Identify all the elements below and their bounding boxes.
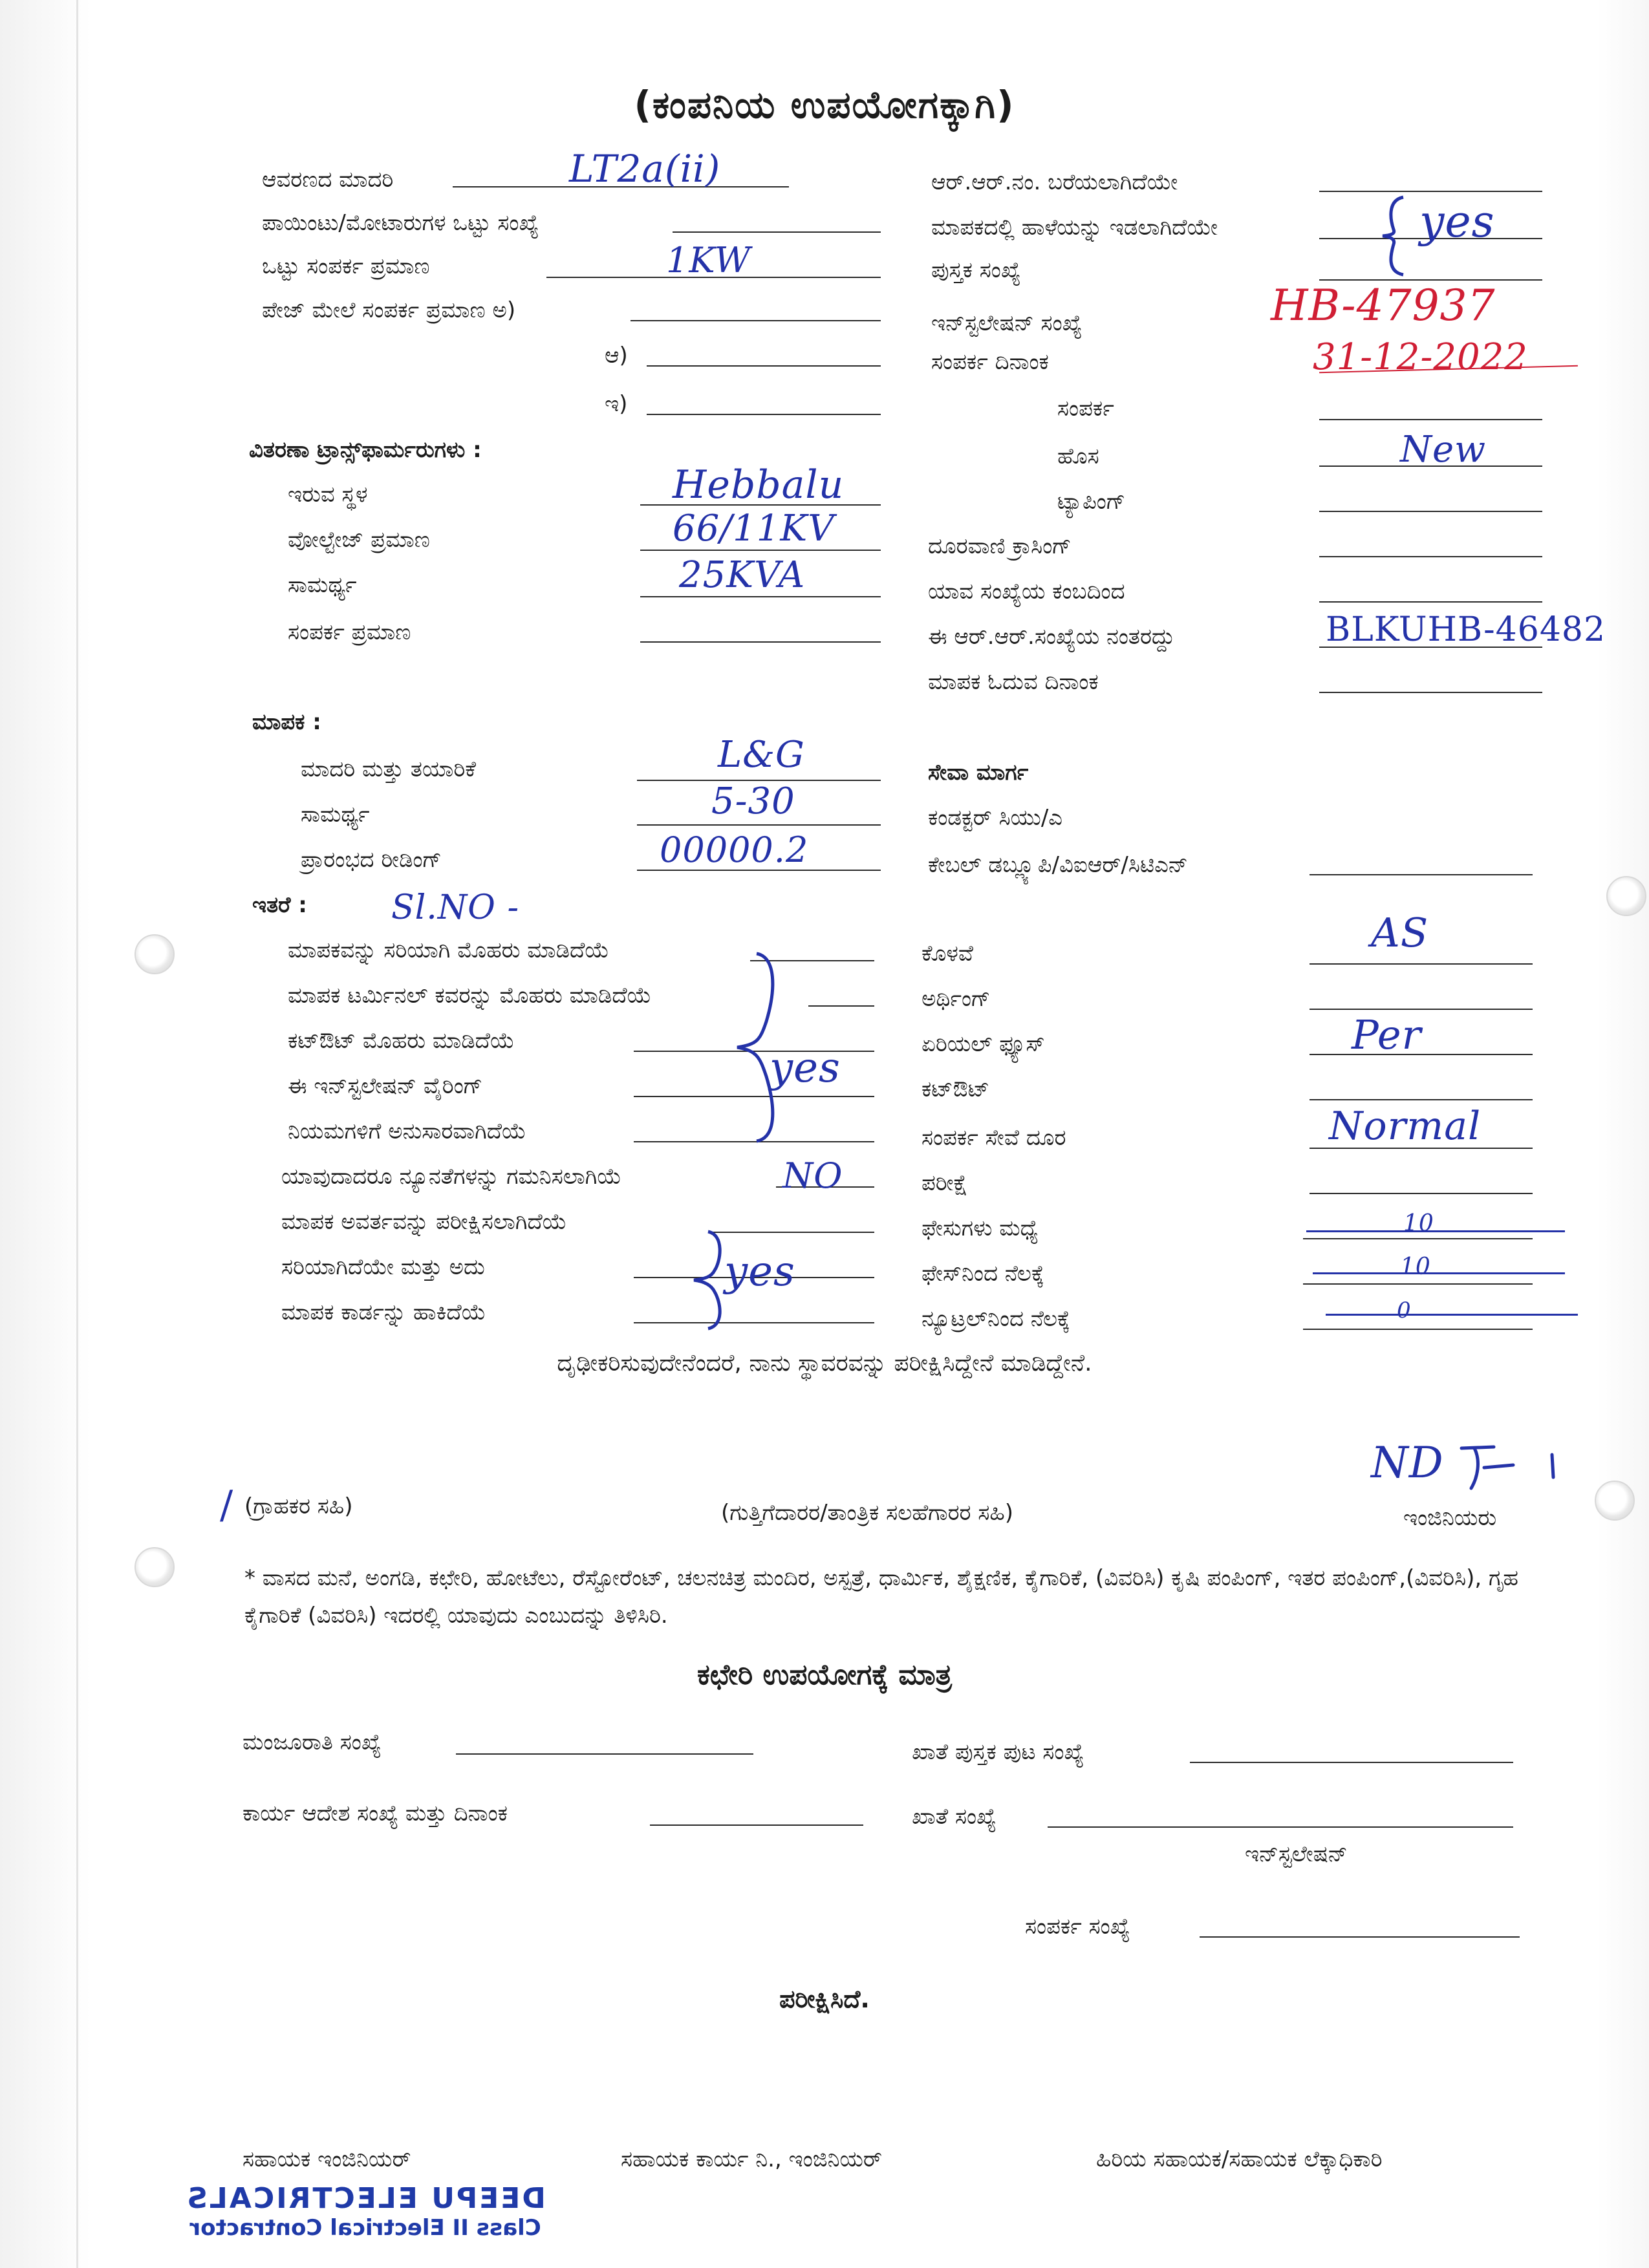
cutout-label: ಕಟ್‌ಔಟ್ <box>921 1076 990 1102</box>
others-yes-1: yes <box>770 1044 841 1092</box>
others-line-2 <box>808 1005 874 1007</box>
others-item-wiring: ಈ ಇನ್‌ಸ್ಟಲೇಷನ್ ವೈರಿಂಗ್ <box>288 1073 483 1099</box>
phase-load-b-line <box>647 365 881 367</box>
brace-icon <box>1377 194 1410 278</box>
meter-capacity-line <box>637 824 881 826</box>
after-rr-value: BLKUHB-46482 <box>1326 610 1606 649</box>
meter-reading-date-label: ಮಾಪಕ ಓದುವ ದಿನಾಂಕ <box>928 669 1099 695</box>
phase-to-earth-ink-line <box>1313 1272 1565 1274</box>
meter-capacity-label: ಸಾಮರ್ಥ್ಯ <box>301 802 370 828</box>
connection-date-label: ಸಂಪರ್ಕ ದಿನಾಂಕ <box>931 349 1049 375</box>
asst-exec-engineer-label: ಸಹಾಯಕ ಕಾರ್ಯ ನಿ., ಇಂಜಿನಿಯರ್ <box>621 2146 882 2172</box>
neutral-to-earth-ink-line <box>1326 1314 1578 1316</box>
others-sl-no: Sl.NO - <box>391 888 520 927</box>
sheet-in-meter-label: ಮಾಪಕದಲ್ಲಿ ಹಾಳೆಯನ್ನು ಇಡಲಾಗಿದೆಯೇ <box>931 215 1218 241</box>
others-item-meter-card: ಮಾಪಕ ಕಾರ್ಡನ್ನು ಹಾಕಿದೆಯೆ <box>281 1300 486 1325</box>
certification-text: ದೃಢೀಕರಿಸುವುದೇನೆಂದರೆ, ನಾನು ಸ್ಥಾವರವನ್ನು ಪರೀಕ್ಷಿಸಿದ್ದೇನೆ ಮಾಡಿದ್ದೇನೆ. <box>557 1350 1092 1376</box>
others-yes-2: yes <box>724 1248 795 1296</box>
phase-to-earth-line <box>1303 1283 1533 1285</box>
others-line-7 <box>711 1232 874 1233</box>
connection-number-line <box>1200 1936 1520 1938</box>
test-line <box>1310 1193 1533 1194</box>
phase-load-c-line <box>647 414 881 415</box>
punch-hole-left-lower <box>135 1547 175 1587</box>
engineer-signature-icon <box>1455 1442 1571 1493</box>
others-item-as-per-rules: ನಿಯಮಗಳಿಗೆ ಅನುಸಾರವಾಗಿದೆಯೆ <box>288 1118 526 1144</box>
meter-make-value: L&G <box>718 734 805 776</box>
meter-reading-date-line <box>1319 692 1542 693</box>
others-item-defects-noted: ಯಾವುದಾದರೂ ನ್ಯೂನತೆಗಳನ್ನು ಗಮನಿಸಲಾಗಿಯೆ <box>281 1164 622 1190</box>
transformer-load-line <box>640 641 881 643</box>
others-line-9 <box>634 1322 874 1323</box>
between-phases-line <box>1303 1238 1533 1239</box>
phone-crossing-line <box>1319 556 1542 557</box>
between-phases-value: 10 <box>1403 1210 1434 1237</box>
pipe-label: ಕೊಳವೆ <box>921 941 974 967</box>
stamp-line-2: Class II Electrical Contractor <box>189 2215 541 2241</box>
pipe-value: AS <box>1371 909 1429 956</box>
others-item-meter-sealed: ಮಾಪಕವನ್ನು ಸರಿಯಾಗಿ ಮೊಹರು ಮಾಡಿದೆಯೆ <box>288 937 610 963</box>
meter-make-label: ಮಾದರಿ ಮತ್ತು ತಯಾರಿಕೆ <box>301 756 476 782</box>
others-no: NO <box>782 1155 843 1196</box>
page-edge-shadow <box>76 0 78 2268</box>
transformer-voltage-value: 66/11KV <box>673 508 835 550</box>
pipe-line <box>1310 963 1533 965</box>
connection-label: ಸಂಪರ್ಕ <box>1057 396 1114 422</box>
earthing-label: ಅರ್ಥಿಂಗ್ <box>921 986 991 1012</box>
account-number-line <box>1048 1826 1513 1828</box>
contractor-stamp <box>146 2182 585 2241</box>
between-phases-ink-line <box>1306 1230 1565 1232</box>
cable-line <box>1310 874 1533 875</box>
installation-label: ಇನ್‌ಸ್ಟಲೇಷನ್ <box>1245 1841 1348 1867</box>
phase-load-a-label: ಪೇಜ್ ಮೇಲೆ ಸಂಪರ್ಕ ಪ್ರಮಾಣ ಅ) <box>262 297 516 323</box>
checked-label: ಪರೀಕ್ಷಿಸಿದೆ. <box>779 1985 870 2013</box>
connection-date-value: 31-12-2022 <box>1313 336 1528 378</box>
neutral-to-earth-line <box>1303 1329 1533 1330</box>
installation-number-value: HB-47937 <box>1271 281 1496 330</box>
stamp-line-1: DEEPU ELECTRICALS <box>185 2182 546 2215</box>
meter-initial-reading-value: 00000.2 <box>660 829 809 870</box>
phase-load-b-label: ಆ) <box>605 343 628 369</box>
phase-to-earth-value: 10 <box>1400 1254 1431 1280</box>
customer-signature-mark: / <box>220 1482 234 1528</box>
sheet-in-meter-value: yes <box>1419 197 1495 248</box>
phase-to-earth-label: ಫೇಸ್‌ನಿಂದ ನೆಲಕ್ಕೆ <box>921 1261 1044 1287</box>
asst-engineer-label: ಸಹಾಯಕ ಇಂಜಿನಿಯರ್ <box>242 2146 411 2172</box>
senior-asst-label: ಹಿರಿಯ ಸಹಾಯಕ/ಸಹಾಯಕ ಲೆಕ್ಕಾಧಿಕಾರಿ <box>1096 2146 1383 2172</box>
total-points-line <box>673 231 881 233</box>
transformer-capacity-label: ಸಾಮರ್ಥ್ಯ <box>288 572 357 598</box>
contractor-signature-label: (ಗುತ್ತಿಗೆದಾರರ/ತಾಂತ್ರಿಕ ಸಲಹೆಗಾರರ ಸಹಿ) <box>721 1500 1014 1526</box>
transformer-location-value: Hebbalu <box>673 462 845 508</box>
meter-heading: ಮಾಪಕ : <box>252 709 321 735</box>
phase-load-a-line <box>630 320 881 321</box>
ledger-page-number-label: ಖಾತೆ ಪುಸ್ತಕ ಪುಟ ಸಂಖ್ಯೆ <box>912 1739 1084 1765</box>
installation-number-label: ಇನ್‌ಸ್ಟಲೇಷನ್ ಸಂಖ್ಯೆ <box>931 310 1083 336</box>
after-rr-label: ಈ ಆರ್.ಆರ್.ಸಂಖ್ಯೆಯ ನಂತರದ್ದು <box>928 624 1175 650</box>
pole-number-label: ಯಾವ ಸಂಖ್ಯೆಯ ಕಂಬದಿಂದ <box>928 579 1125 604</box>
pole-number-line <box>1319 601 1542 603</box>
premises-type-value: LT2a(ii) <box>569 147 721 191</box>
transformers-heading: ವಿತರಣಾ ಟ್ರಾನ್ಸ್‌ಫಾರ್ಮರುಗಳು : <box>249 437 482 463</box>
customer-signature-label: (ಗ್ರಾಹಕರ ಸಹಿ) <box>244 1493 353 1519</box>
transformer-location-label: ಇರುವ ಸ್ಥಳ <box>288 482 368 508</box>
account-number-label: ಖಾತೆ ಸಂಖ್ಯೆ <box>912 1804 997 1830</box>
punch-hole-right-lower <box>1595 1481 1635 1521</box>
total-points-label: ಪಾಯಿಂಟು/ಮೋಟಾರುಗಳ ಒಟ್ಟು ಸಂಖ್ಯೆ <box>262 210 539 236</box>
cable-label: ಕೇಬಲ್ ಡಬ್ಲ್ಯೂಪಿ/ವಿಐಆರ್/ಸಿಟಿಎನ್ <box>928 852 1188 878</box>
rr-written-label: ಆರ್.ಆರ್.ನಂ. ಬರೆಯಲಾಗಿದೆಯೇ <box>931 169 1178 195</box>
usage-note: * ವಾಸದ ಮನೆ, ಅಂಗಡಿ, ಕಛೇರಿ, ಹೋಟೆಲು, ರೆಸ್ಟೋರೆಂಟ್, ಚಲನಚಿತ್ರ ಮಂದಿರ, ಅಸ್ಪತ್ರೆ, ಧಾರ್ಮಿಕ, ಶೈಕ್ಷಣಿಕ, ಕೈಗಾರಿಕೆ, (ವಿವರಿಸಿ) ಕೃಷಿ ಪಂಪಿಂಗ್, ಇತರ ಪಂಪಿಂಗ್,(ವಿವರಿಸಿ), ಗೃಹ ಕೈಗಾರಿಕೆ (ವಿವರಿಸಿ) ಇದರಲ್ಲಿ ಯಾವುದು ಎಂಬುದನ್ನು ತಿಳಿಸಿರಿ. <box>244 1565 1518 1629</box>
sanction-number-line <box>456 1753 753 1755</box>
meter-initial-reading-label: ಪ್ರಾರಂಭದ ರೀಡಿಂಗ್ <box>301 847 442 873</box>
connection-tapping-label: ಟ್ಯಾಪಿಂಗ್ <box>1057 489 1126 515</box>
transformer-voltage-label: ವೋಲ್ಟೇಜ್ ಪ್ರಮಾಣ <box>288 527 430 553</box>
service-distance-label: ಸಂಪರ್ಕ ಸೇವೆ ದೂರ <box>921 1125 1066 1151</box>
total-load-label: ಒಟ್ಟು ಸಂಪರ್ಕ ಪ್ರಮಾಣ <box>262 253 430 279</box>
aerial-fuse-label: ಏರಿಯಲ್ ಫ್ಯೂಸ್ <box>921 1031 1045 1057</box>
premises-type-label: ಆವರಣದ ಮಾದರಿ <box>262 167 394 193</box>
connection-number-label: ಸಂಪರ್ಕ ಸಂಖ್ಯೆ <box>1025 1914 1130 1940</box>
service-line-heading: ಸೇವಾ ಮಾರ್ಗ <box>928 760 1029 786</box>
connection-tapping-line <box>1319 511 1542 512</box>
neutral-to-earth-label: ನ್ಯೂಟ್ರಲ್‌ನಿಂದ ನೆಲಕ್ಕೆ <box>921 1306 1070 1332</box>
transformer-capacity-value: 25KVA <box>679 554 806 596</box>
form-title: (ಕಂಪನಿಯ ಉಪಯೋಗಕ್ಕಾಗಿ) <box>634 83 1015 127</box>
engineer-initials: ND <box>1371 1438 1444 1488</box>
phone-crossing-label: ದೂರವಾಣಿ ಕ್ರಾಸಿಂಗ್ <box>928 533 1072 559</box>
cutout-line <box>1310 1099 1533 1100</box>
transformer-voltage-line <box>640 550 881 551</box>
phase-load-c-label: ಇ) <box>605 391 628 417</box>
others-heading: ಇತರೆ : <box>252 892 307 918</box>
between-phases-label: ಫೇಸುಗಳು ಮಧ್ಯೆ <box>921 1215 1039 1241</box>
earthing-line <box>1310 1009 1533 1010</box>
brace-icon <box>689 1228 727 1332</box>
meter-capacity-value: 5-30 <box>711 780 795 822</box>
book-number-label: ಪುಸ್ತಕ ಸಂಖ್ಯೆ <box>931 257 1021 283</box>
connection-line <box>1319 419 1542 420</box>
connection-new-value: New <box>1400 429 1487 471</box>
transformer-load-label: ಸಂಪರ್ಕ ಪ್ರಮಾಣ <box>288 619 411 645</box>
sanction-number-label: ಮಂಜೂರಾತಿ ಸಂಖ್ಯೆ <box>242 1729 382 1755</box>
work-order-line <box>650 1824 863 1826</box>
others-item-meter-tested: ಮಾಪಕ ಅವರ್ತವನ್ನು ಪರೀಕ್ಷಿಸಲಾಗಿದೆಯೆ <box>281 1209 567 1235</box>
service-distance-value: Normal <box>1329 1104 1482 1149</box>
others-item-correct: ಸರಿಯಾಗಿದೆಯೇ ಮತ್ತು ಅದು <box>281 1254 485 1280</box>
others-item-terminal-sealed: ಮಾಪಕ ಟರ್ಮಿನಲ್ ಕವರನ್ನು ಮೊಹರು ಮಾಡಿದೆಯೆ <box>288 983 652 1009</box>
others-item-cutout-sealed: ಕಟ್‌ಔಟ್ ಮೊಹರು ಮಾಡಿದೆಯೆ <box>288 1028 515 1054</box>
aerial-fuse-value: Per <box>1352 1011 1422 1058</box>
neutral-to-earth-value: 0 <box>1397 1298 1412 1323</box>
punch-hole-left-upper <box>135 934 175 974</box>
engineer-label: ಇಂಜಿನಿಯರು <box>1403 1505 1497 1531</box>
connection-new-label: ಹೊಸ <box>1057 444 1099 469</box>
test-label: ಪರೀಕ್ಷೆ <box>921 1170 968 1196</box>
rr-written-line <box>1319 191 1542 192</box>
ledger-page-number-line <box>1190 1762 1513 1763</box>
conductor-label: ಕಂಡಕ್ಟರ್ ಸಿಯು/ಎ <box>928 805 1063 831</box>
total-load-value: 1KW <box>666 240 751 281</box>
transformer-capacity-line <box>640 596 881 597</box>
work-order-label: ಕಾರ್ಯ ಆದೇಶ ಸಂಖ್ಯೆ ಮತ್ತು ದಿನಾಂಕ <box>242 1801 508 1826</box>
office-use-heading: ಕಛೇರಿ ಉಪಯೋಗಕ್ಕೆ ಮಾತ್ರ <box>697 1658 952 1691</box>
punch-hole-right-upper <box>1606 876 1646 916</box>
